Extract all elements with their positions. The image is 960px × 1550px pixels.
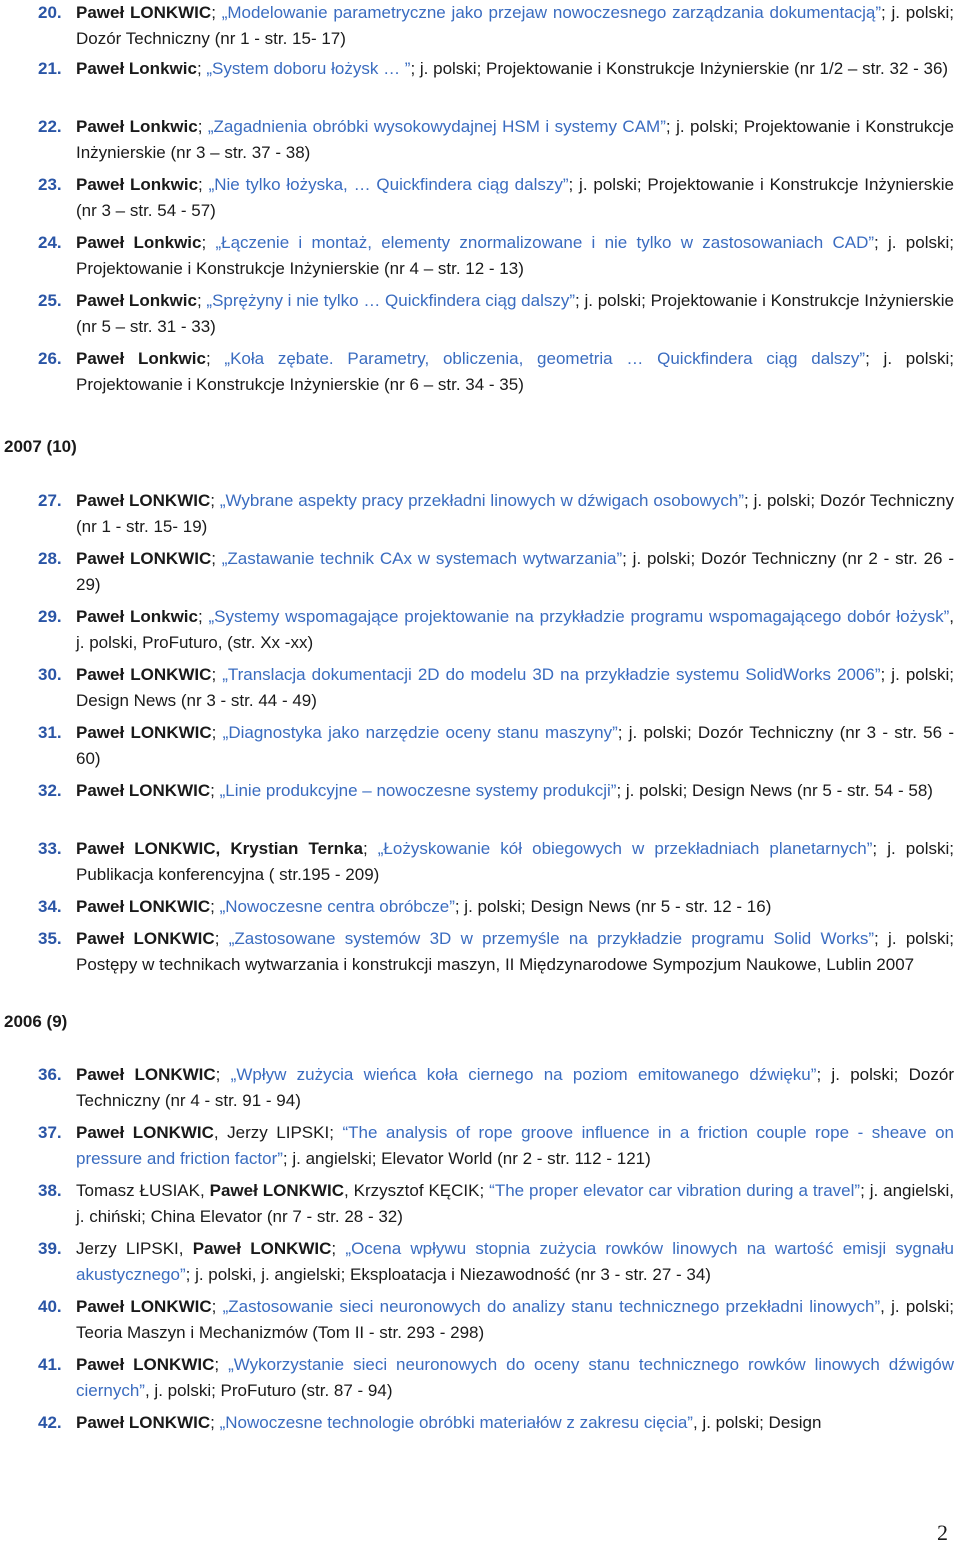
entry-source: ; j. polski; Dozór Techniczny (nr 4 - str. 91 - 94) bbox=[76, 1065, 954, 1110]
entry-author: Paweł LONKWIC bbox=[76, 1355, 215, 1374]
entry-number: 24. bbox=[38, 233, 62, 252]
entry-author: Paweł LONKWIC bbox=[76, 781, 211, 800]
entry-title: „Nie tylko łożyska, … Quickfindera ciąg dalszy” bbox=[208, 175, 569, 194]
entry-number: 36. bbox=[38, 1065, 62, 1084]
entry-source: ; j. polski; Projektowanie i Konstrukcje Inżynierskie (nr 4 – str. 12 - 13) bbox=[76, 233, 954, 278]
entry-number: 39. bbox=[38, 1239, 62, 1258]
entry-source: ; j. polski; Publikacja konferencyjna ( str.195 - 209) bbox=[76, 839, 954, 884]
entry-author: Paweł Lonkwic bbox=[76, 607, 198, 626]
entry-source: ; j. polski; Projektowanie i Konstrukcje Inżynierskie (nr 5 – str. 31 - 33) bbox=[76, 291, 954, 336]
entry-citation: Paweł LONKWIC; „Modelowanie parametryczne jako przejaw nowoczesnego zarządzania dokumentacją”; j. polski; Dozór Techniczny (nr 1 - str. 15- 17) bbox=[76, 3, 954, 48]
entry-title: „Zagadnienia obróbki wysokowydajnej HSM i systemy CAM” bbox=[207, 117, 666, 136]
entry-number: 34. bbox=[38, 897, 62, 916]
entry-number: 37. bbox=[38, 1123, 62, 1142]
entry-citation: Paweł LONKWIC, Krystian Ternka; „Łożyskowanie kół obiegowych w przekładniach planetarnych”; j. polski; Publikacja konferencyjna ( str.195 - 209) bbox=[76, 839, 954, 884]
entry-citation: Paweł LONKWIC; „Nowoczesne centra obróbcze”; j. polski; Design News (nr 5 - str. 12 - 16) bbox=[76, 897, 772, 916]
entry-title: „Zastawanie technik CAx w systemach wytwarzania” bbox=[221, 549, 623, 568]
entry-source: ; j. polski; Design News (nr 5 - str. 54 - 58) bbox=[616, 781, 933, 800]
entry-title: „Koła zębate. Parametry, obliczenia, geometria … Quickfindera ciąg dalszy” bbox=[224, 349, 866, 368]
entry-author: , Krzysztof KĘCIK bbox=[343, 1181, 480, 1200]
entry-number: 20. bbox=[38, 3, 62, 22]
year-heading-2006: 2006 (9) bbox=[4, 1012, 68, 1031]
entry-citation: Paweł LONKWIC; „Linie produkcyjne – nowoczesne systemy produkcji”; j. polski; Design News (nr 5 - str. 54 - 58) bbox=[76, 781, 933, 800]
entry-title: „Systemy wspomagające projektowanie na przykładzie programu wspomagającego dobór łożysk” bbox=[208, 607, 950, 626]
publication-entry bbox=[38, 114, 954, 166]
entry-source: ; j. polski; Dozór Techniczny (nr 1 - str. 15- 19) bbox=[76, 491, 954, 536]
entry-source: , j. polski, ProFuturo, (str. Xx -xx) bbox=[76, 607, 954, 652]
entry-source: ; j. polski; Dozór Techniczny (nr 2 - str. 26 - 29) bbox=[76, 549, 954, 594]
publication-entry bbox=[38, 662, 954, 714]
entry-source: ; j. polski; Projektowanie i Konstrukcje Inżynierskie (nr 3 – str. 37 - 38) bbox=[76, 117, 955, 162]
entry-author: Paweł LONKWIC bbox=[76, 665, 212, 684]
entry-title: „System doboru łożysk … ” bbox=[206, 59, 411, 78]
publication-entry bbox=[38, 1352, 954, 1404]
entry-citation: Paweł Lonkwic; „Systemy wspomagające projektowanie na przykładzie programu wspomagającego dobór łożysk”, j. polski, ProFuturo, (str. Xx -xx) bbox=[76, 607, 954, 652]
publication-entry bbox=[38, 1236, 954, 1288]
entry-title: „Translacja dokumentacji 2D do modelu 3D na przykładzie systemu SolidWorks 2006” bbox=[222, 665, 881, 684]
entry-author: Tomasz ŁUSIAK, bbox=[76, 1181, 210, 1200]
entry-author: Paweł LONKWIC bbox=[209, 1181, 344, 1200]
entry-number: 32. bbox=[38, 781, 62, 800]
publication-entry bbox=[38, 56, 954, 82]
year-heading-2007: 2007 (10) bbox=[4, 437, 77, 456]
entry-author: Paweł LONKWIC bbox=[76, 1297, 212, 1316]
entry-source: , j. polski; Teoria Maszyn i Mechanizmów (Tom II - str. 293 - 298) bbox=[76, 1297, 955, 1342]
entry-author: Paweł LONKWIC bbox=[76, 3, 212, 22]
publication-entry bbox=[38, 1294, 954, 1346]
entry-title: „Nowoczesne technologie obróbki materiałów z zakresu cięcia” bbox=[219, 1413, 693, 1432]
entry-author: Paweł LONKWIC bbox=[76, 929, 215, 948]
entry-author: Jerzy LIPSKI, bbox=[76, 1239, 193, 1258]
publication-entry bbox=[38, 172, 954, 224]
publication-entry bbox=[38, 230, 954, 282]
entry-author: Paweł LONKWIC, Krystian Ternka bbox=[76, 839, 363, 858]
publication-entry bbox=[38, 778, 954, 804]
entry-source: , j. polski; ProFuturo (str. 87 - 94) bbox=[144, 1381, 393, 1400]
entry-number: 38. bbox=[38, 1181, 62, 1200]
entry-title: „Łożyskowanie kół obiegowych w przekładniach planetarnych” bbox=[377, 839, 873, 858]
entry-author: Paweł LONKWIC bbox=[76, 491, 211, 510]
entry-title: „Modelowanie parametryczne jako przejaw nowoczesnego zarządzania dokumentacją” bbox=[221, 3, 882, 22]
publication-entry bbox=[38, 836, 954, 888]
publication-entry bbox=[38, 604, 954, 656]
entry-author: Paweł LONKWIC bbox=[76, 1413, 211, 1432]
entry-citation: Paweł Lonkwic; „Nie tylko łożyska, … Quickfindera ciąg dalszy”; j. polski; Projektowanie i Konstrukcje Inżynierskie (nr 3 – str. 54 - 57) bbox=[76, 175, 954, 220]
entry-author: Paweł Lonkwic bbox=[76, 291, 197, 310]
entry-citation: Paweł LONKWIC; „Wybrane aspekty pracy przekładni linowych w dźwigach osobowych”; j. polski; Dozór Techniczny (nr 1 - str. 15- 19) bbox=[76, 491, 954, 536]
entry-source: , j. polski; Design bbox=[692, 1413, 822, 1432]
entry-citation: Paweł LONKWIC; „Zastosowane systemów 3D w przemyśle na przykładzie programu Solid Works”; j. polski; Postępy w technikach wytwarzania i konstrukcji maszyn, II Międzynarodowe Sympozjum Naukowe, Lublin 2007 bbox=[76, 929, 955, 974]
entry-citation: Paweł LONKWIC; „Zastosowanie sieci neuronowych do analizy stanu technicznego przekładni linowych”, j. polski; Teoria Maszyn i Mechanizmów (Tom II - str. 293 - 298) bbox=[76, 1297, 955, 1342]
entry-source: ; j. polski; Projektowanie i Konstrukcje Inżynierskie (nr 1/2 – str. 32 - 36) bbox=[410, 59, 949, 78]
entry-source: ; j. angielski, j. chiński; China Elevator (nr 7 - str. 28 - 32) bbox=[76, 1181, 955, 1226]
entry-title: “The proper elevator car vibration during a travel” bbox=[489, 1181, 861, 1200]
entry-author: Paweł LONKWIC bbox=[192, 1239, 332, 1258]
entry-source: ; j. polski; Postępy w technikach wytwarzania i konstrukcji maszyn, II Międzynarodowe Sympozjum Naukowe, Lublin 2007 bbox=[76, 929, 955, 974]
entry-citation: Paweł Lonkwic; „Sprężyny i nie tylko … Quickfindera ciąg dalszy”; j. polski; Projektowanie i Konstrukcje Inżynierskie (nr 5 – str. 31 - 33) bbox=[76, 291, 954, 336]
entry-citation: Paweł LONKWIC; „Wpływ zużycia wieńca koła ciernego na poziom emitowanego dźwięku”; j. polski; Dozór Techniczny (nr 4 - str. 91 - 94) bbox=[76, 1065, 954, 1110]
entry-source: ; j. polski; Design News (nr 5 - str. 12 - 16) bbox=[454, 897, 772, 916]
publication-entry bbox=[38, 346, 954, 398]
entry-citation: Jerzy LIPSKI, Paweł LONKWIC; „Ocena wpływu stopnia zużycia rowków linowych na wartość emisji sygnału akustycznego”; j. polski, j. angielski; Eksploatacja i Niezawodność (nr 3 - str. 27 - 34) bbox=[76, 1239, 955, 1284]
entry-author: Paweł Lonkwic bbox=[76, 59, 197, 78]
publication-entry bbox=[38, 288, 954, 340]
publication-entry bbox=[38, 0, 954, 52]
entry-source: ; j. polski; Projektowanie i Konstrukcje Inżynierskie (nr 6 – str. 34 - 35) bbox=[76, 349, 954, 394]
entry-author: Paweł Lonkwic bbox=[76, 117, 198, 136]
entry-author: Paweł LONKWIC bbox=[76, 723, 212, 742]
entry-title: „Zastosowane systemów 3D w przemyśle na przykładzie programu Solid Works” bbox=[228, 929, 875, 948]
entry-number: 28. bbox=[38, 549, 62, 568]
entry-author: Paweł LONKWIC bbox=[76, 1123, 214, 1142]
publication-entry bbox=[38, 488, 954, 540]
entry-number: 33. bbox=[38, 839, 62, 858]
entry-citation: Paweł LONKWIC, Jerzy LIPSKI; “The analysis of rope groove influence in a friction couple rope - sheave on pressure and friction factor”; j. angielski; Elevator World (nr 2 - str. 112 - 121) bbox=[76, 1123, 955, 1168]
entry-source: ; j. polski; Dozór Techniczny (nr 1 - str. 15- 17) bbox=[76, 3, 954, 48]
entry-title: „Sprężyny i nie tylko … Quickfindera ciąg dalszy” bbox=[206, 291, 576, 310]
entry-number: 23. bbox=[38, 175, 62, 194]
publication-entry bbox=[38, 1178, 954, 1230]
entry-title: „Diagnostyka jako narzędzie oceny stanu maszyny” bbox=[222, 723, 618, 742]
entry-number: 22. bbox=[38, 117, 62, 136]
entry-number: 30. bbox=[38, 665, 62, 684]
entry-number: 41. bbox=[38, 1355, 62, 1374]
entry-author: Paweł LONKWIC bbox=[76, 1065, 216, 1084]
entry-citation: Paweł LONKWIC; „Nowoczesne technologie obróbki materiałów z zakresu cięcia”, j. polski; Design bbox=[76, 1413, 822, 1432]
entry-author: , Jerzy LIPSKI bbox=[213, 1123, 330, 1142]
entry-number: 35. bbox=[38, 929, 62, 948]
entry-title: “The analysis of rope groove influence in a friction couple rope - sheave on pressure and friction factor” bbox=[76, 1123, 955, 1168]
entry-citation: Paweł Lonkwic; „System doboru łożysk … ”; j. polski; Projektowanie i Konstrukcje Inżynierskie (nr 1/2 – str. 32 - 36) bbox=[76, 59, 949, 78]
entry-source: ; j. polski, j. angielski; Eksploatacja i Niezawodność (nr 3 - str. 27 - 34) bbox=[185, 1265, 711, 1284]
publication-entry bbox=[38, 1410, 954, 1436]
page-number: 2 bbox=[937, 1520, 948, 1545]
entry-number: 25. bbox=[38, 291, 62, 310]
entry-title: „Wybrane aspekty pracy przekładni linowych w dźwigach osobowych” bbox=[219, 491, 745, 510]
entry-title: „Zastosowanie sieci neuronowych do analizy stanu technicznego przekładni linowych” bbox=[222, 1297, 881, 1316]
entry-source: ; j. polski; Projektowanie i Konstrukcje Inżynierskie (nr 3 – str. 54 - 57) bbox=[76, 175, 954, 220]
publication-entry bbox=[38, 1062, 954, 1114]
publication-entry bbox=[38, 1120, 954, 1172]
entry-citation: Paweł LONKWIC; „Zastawanie technik CAx w systemach wytwarzania”; j. polski; Dozór Techniczny (nr 2 - str. 26 - 29) bbox=[76, 549, 954, 594]
entry-number: 31. bbox=[38, 723, 62, 742]
entry-author: Paweł Lonkwic bbox=[76, 349, 206, 368]
entry-number: 26. bbox=[38, 349, 62, 368]
entry-source: ; j. polski; Design News (nr 3 - str. 44 - 49) bbox=[76, 665, 955, 710]
entry-title: „Wykorzystanie sieci neuronowych do oceny stanu technicznego rowków linowych dźwigów ciernych” bbox=[76, 1355, 955, 1400]
entry-title: „Ocena wpływu stopnia zużycia rowków linowych na wartość emisji sygnału akustycznego” bbox=[76, 1239, 955, 1284]
entry-source: ; j. angielski; Elevator World (nr 2 - str. 112 - 121) bbox=[282, 1149, 651, 1168]
entry-citation: Paweł Lonkwic; „Koła zębate. Parametry, obliczenia, geometria … Quickfindera ciąg dalszy”; j. polski; Projektowanie i Konstrukcje Inżynierskie (nr 6 – str. 34 - 35) bbox=[76, 349, 954, 394]
entry-citation: Paweł LONKWIC; „Wykorzystanie sieci neuronowych do oceny stanu technicznego rowków linowych dźwigów ciernych”, j. polski; ProFuturo (str. 87 - 94) bbox=[76, 1355, 955, 1400]
entry-title: „Łączenie i montaż, elementy znormalizowane i nie tylko w zastosowaniach CAD” bbox=[215, 233, 875, 252]
publication-entry bbox=[38, 720, 954, 772]
entry-author: Paweł LONKWIC bbox=[76, 549, 212, 568]
entry-citation: Paweł Lonkwic; „Łączenie i montaż, elementy znormalizowane i nie tylko w zastosowaniach CAD”; j. polski; Projektowanie i Konstrukcje Inżynierskie (nr 4 – str. 12 - 13) bbox=[76, 233, 954, 278]
entry-number: 21. bbox=[38, 59, 62, 78]
entry-number: 40. bbox=[38, 1297, 62, 1316]
entry-source: ; j. polski; Dozór Techniczny (nr 3 - str. 56 - 60) bbox=[76, 723, 955, 768]
entry-number: 27. bbox=[38, 491, 62, 510]
entry-citation: Paweł Lonkwic; „Zagadnienia obróbki wysokowydajnej HSM i systemy CAM”; j. polski; Projektowanie i Konstrukcje Inżynierskie (nr 3 – str. 37 - 38) bbox=[76, 117, 955, 162]
publication-entry bbox=[38, 894, 954, 920]
entry-title: „Linie produkcyjne – nowoczesne systemy produkcji” bbox=[219, 781, 617, 800]
entry-number: 42. bbox=[38, 1413, 62, 1432]
entry-author: Paweł Lonkwic bbox=[76, 175, 199, 194]
entry-citation: Paweł LONKWIC; „Translacja dokumentacji 2D do modelu 3D na przykładzie systemu SolidWorks 2006”; j. polski; Design News (nr 3 - str. 44 - 49) bbox=[76, 665, 955, 710]
entry-citation: Paweł LONKWIC; „Diagnostyka jako narzędzie oceny stanu maszyny”; j. polski; Dozór Techniczny (nr 3 - str. 56 - 60) bbox=[76, 723, 955, 768]
publication-entry bbox=[38, 926, 954, 978]
entry-author: Paweł LONKWIC bbox=[76, 897, 211, 916]
entry-title: „Wpływ zużycia wieńca koła ciernego na poziom emitowanego dźwięku” bbox=[230, 1065, 817, 1084]
publication-entry bbox=[38, 546, 954, 598]
entry-citation: Tomasz ŁUSIAK, Paweł LONKWIC, Krzysztof KĘCIK; “The proper elevator car vibration during a travel”; j. angielski, j. chiński; China Elevator (nr 7 - str. 28 - 32) bbox=[76, 1181, 955, 1226]
entry-author: Paweł Lonkwic bbox=[76, 233, 202, 252]
entry-title: „Nowoczesne centra obróbcze” bbox=[219, 897, 455, 916]
entry-number: 29. bbox=[38, 607, 62, 626]
